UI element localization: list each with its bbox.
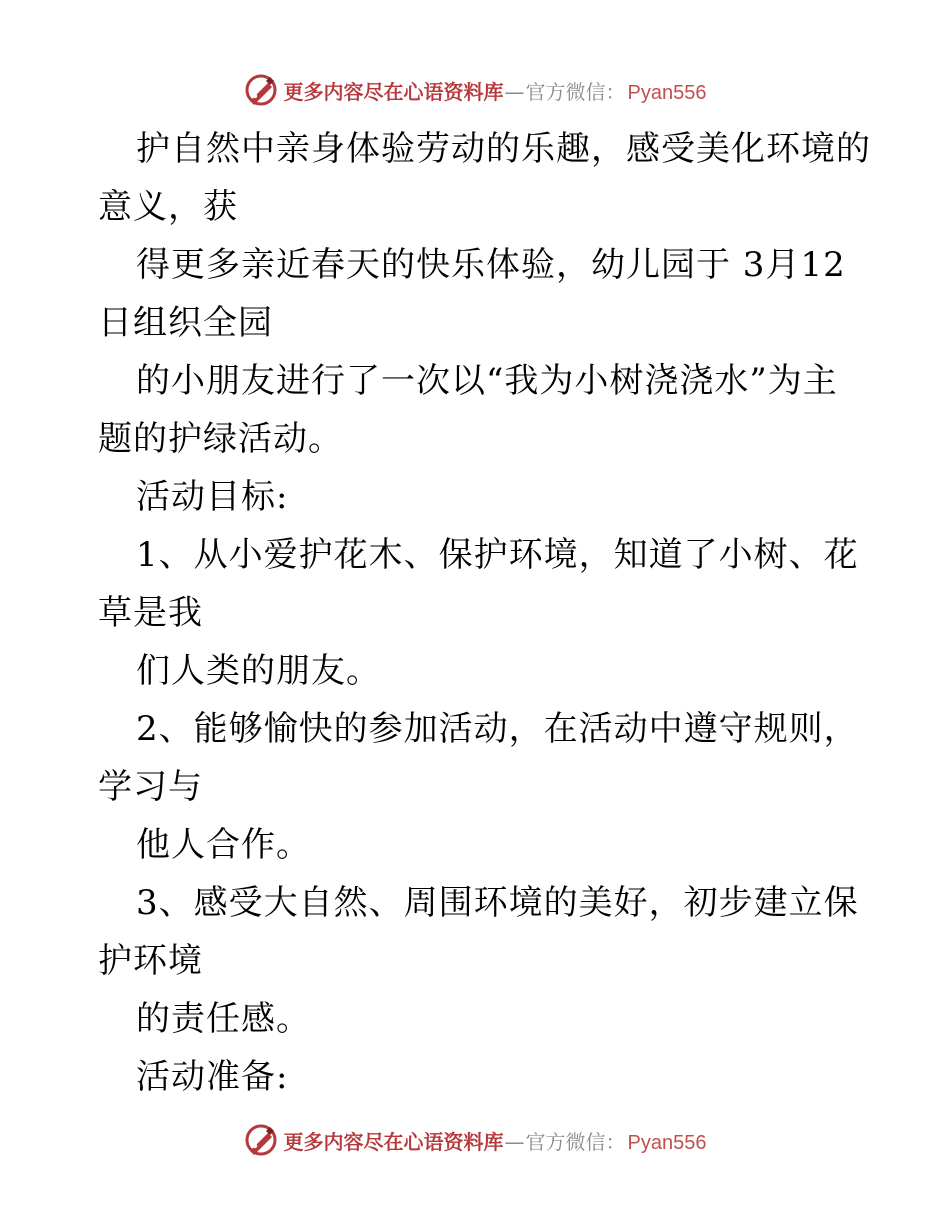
text-line: 护自然中亲身体验劳动的乐趣，感受美化环境的	[136, 129, 871, 169]
brand-text: 更多内容尽在心语资料库	[283, 1129, 504, 1154]
text-line: 草是我	[98, 593, 203, 633]
text-line: 的小朋友进行了一次以“我为小树浇浇水”为主	[136, 361, 838, 401]
text-line: 得更多亲近春天的快乐体验，幼儿园于 3月12	[136, 245, 846, 285]
text-line: 2、能够愉快的参加活动，在活动中遵守规则，	[136, 709, 859, 749]
text-line: 们人类的朋友。	[136, 651, 381, 691]
banner-separator: —	[504, 79, 525, 104]
wechat-label: 官方微信：	[525, 1129, 626, 1154]
header-banner-content	[244, 73, 707, 107]
text-line: 意义，获	[98, 187, 238, 227]
text-line: 题的护绿活动。	[98, 419, 343, 459]
text-line: 活动准备:	[136, 1057, 289, 1097]
brand-text: 更多内容尽在心语资料库	[283, 79, 504, 104]
footer-banner-content	[244, 1123, 707, 1157]
text-line: 3、感受大自然、周围环境的美好，初步建立保	[136, 883, 859, 923]
text-line: 活动目标:	[136, 477, 289, 517]
banner-separator: —	[504, 1129, 525, 1154]
text-line: 学习与	[98, 767, 203, 807]
text-line: 护环境	[98, 941, 203, 981]
text-line: 1、从小爱护花木、保护环境，知道了小树、花	[136, 535, 859, 575]
wechat-id: Pyan556	[627, 81, 707, 104]
document-body	[98, 120, 871, 1106]
wechat-id: Pyan556	[627, 1131, 707, 1154]
text-line: 他人合作。	[136, 825, 311, 865]
pen-logo-icon	[244, 1123, 278, 1157]
footer-banner	[0, 1120, 950, 1160]
header-banner	[0, 70, 950, 110]
text-line: 的责任感。	[136, 999, 311, 1039]
header-banner-text	[284, 76, 707, 105]
footer-banner-text	[284, 1126, 707, 1155]
pen-logo-icon	[244, 73, 278, 107]
wechat-label: 官方微信：	[525, 79, 626, 104]
text-line: 日组织全园	[98, 303, 273, 343]
